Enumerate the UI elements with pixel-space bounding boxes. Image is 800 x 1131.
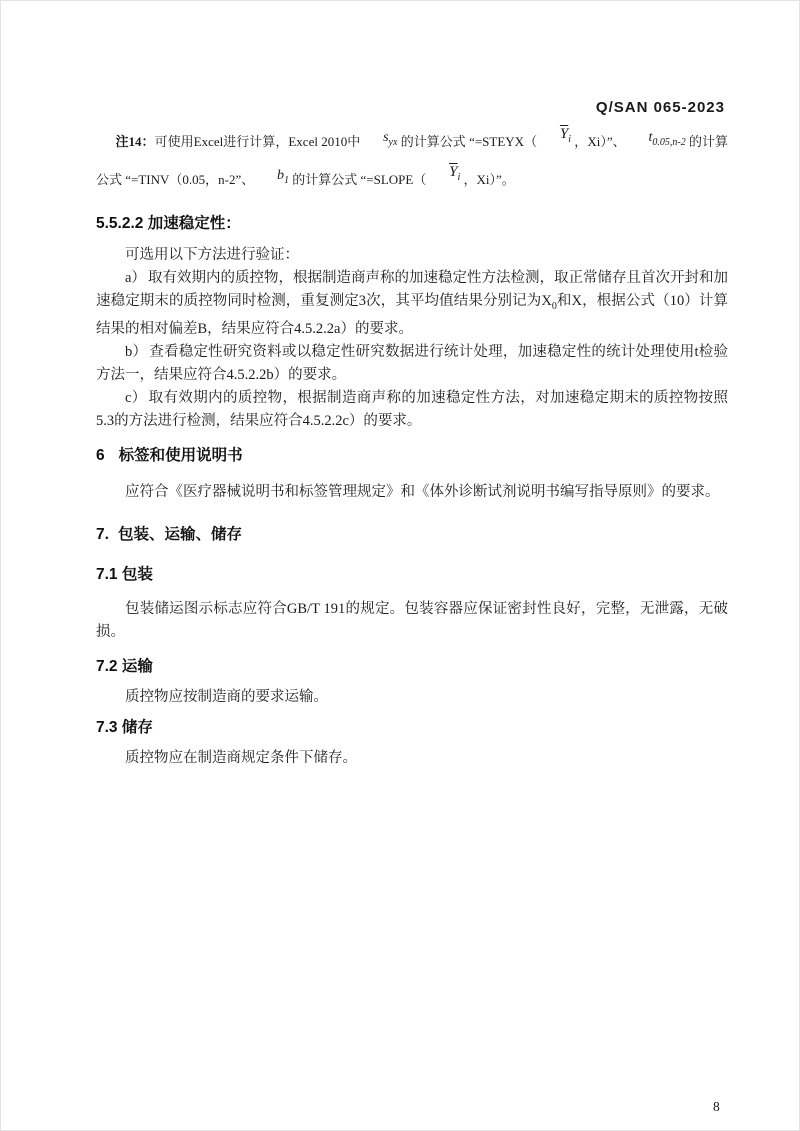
formula-y-bar-i-2: $\overline{Y}_i$ (449, 164, 461, 183)
section-6-body: 应符合《医疗器械说明书和标签管理规定》和《体外诊断试剂说明书编写指导原则》的要求。 (125, 483, 720, 500)
heading-section-6 (96, 445, 728, 467)
note-14-text: 可使用Excel进行计算，Excel 2010中 (154, 134, 361, 149)
heading-section-7 (96, 524, 728, 546)
page-content (96, 123, 728, 770)
page-number: 8 (713, 1099, 720, 1114)
item-a-text: 取有效期内的质控物，根据制造商声称的加速稳定性方法检测，取正常储存且首次开封和加速稳定期末的质控物同时检测，重复测定3次，其平均值结果分别记为X (96, 270, 729, 309)
note-14-text: 的计算公式 “=TINV (96, 134, 729, 187)
heading-6-number: 6 (96, 446, 105, 464)
item-a-label: a） (125, 270, 146, 286)
note-14-text: ，Xi）”、 (574, 134, 626, 149)
formula-t-0-05: $t_{0.05,n-2}$ (648, 130, 686, 148)
item-b-label: b） (125, 343, 148, 360)
note-14-text: 的计算公式 “=STEYX（ (400, 134, 538, 149)
note-14 (96, 123, 728, 199)
heading-section-7-1: 7.1 包装 (96, 565, 153, 583)
formula-s-yx: $s_{yx}$ (383, 130, 398, 148)
item-a-text: 和X，根据公式（10）计算结果的相对偏差B，结果应符合4.5.2.2a）的要求。 (96, 293, 728, 337)
x0-subscript: 0 (551, 300, 557, 312)
note-14-text: ，Xi）”。 (463, 172, 515, 187)
list-item-a (96, 267, 728, 341)
note-14-text: （0.05，n-2”、 (169, 172, 255, 187)
section-7-2-body: 质控物应按制造商的要求运输。 (125, 688, 328, 705)
heading-section-7-3: 7.3 储存 (96, 718, 153, 736)
formula-y-bar-i: $\overline{Y}_i$ (559, 126, 572, 145)
item-c-text: 取有效期内的质控物，根据制造商声称的加速稳定性方法，对加速稳定期末的质控物按照5.3的方法进行检测，结果应符合4.5.2.2c）的要求。 (96, 389, 729, 429)
heading-5-5-2-2: 5.5.2.2 加速稳定性： (96, 215, 241, 232)
item-b-text: 查看稳定性研究资料或以稳定性研究数据进行统计处理，加速稳定性的统计处理使用t检验方法一，结果应符合4.5.2.2b）的要求。 (96, 343, 729, 383)
note-14-label: 注14： (115, 134, 155, 149)
formula-b-1: $b_1$ (277, 168, 290, 186)
section-7-1-body: 包装储运图示标志应符合GB/T 191的规定。包装容器应保证密封性良好，完整，无泄露，无破损。 (96, 600, 728, 640)
list-item-c (96, 387, 728, 433)
note-14-text: 的计算公式 “=SLOPE（ (292, 172, 427, 187)
heading-6-title: 标签和使用说明书 (118, 446, 243, 464)
list-item-b (96, 341, 728, 387)
doc-number: Q/SAN 065-2023 (595, 99, 725, 116)
heading-7-title: 包装、运输、储存 (117, 525, 242, 543)
heading-7-number: 7. (96, 525, 109, 543)
heading-section-7-2: 7.2 运输 (96, 657, 153, 675)
paragraph-intro: 可选用以下方法进行验证： (125, 247, 299, 263)
item-c-label: c） (125, 389, 147, 406)
section-7-3-body: 质控物应在制造商规定条件下储存。 (125, 749, 357, 766)
